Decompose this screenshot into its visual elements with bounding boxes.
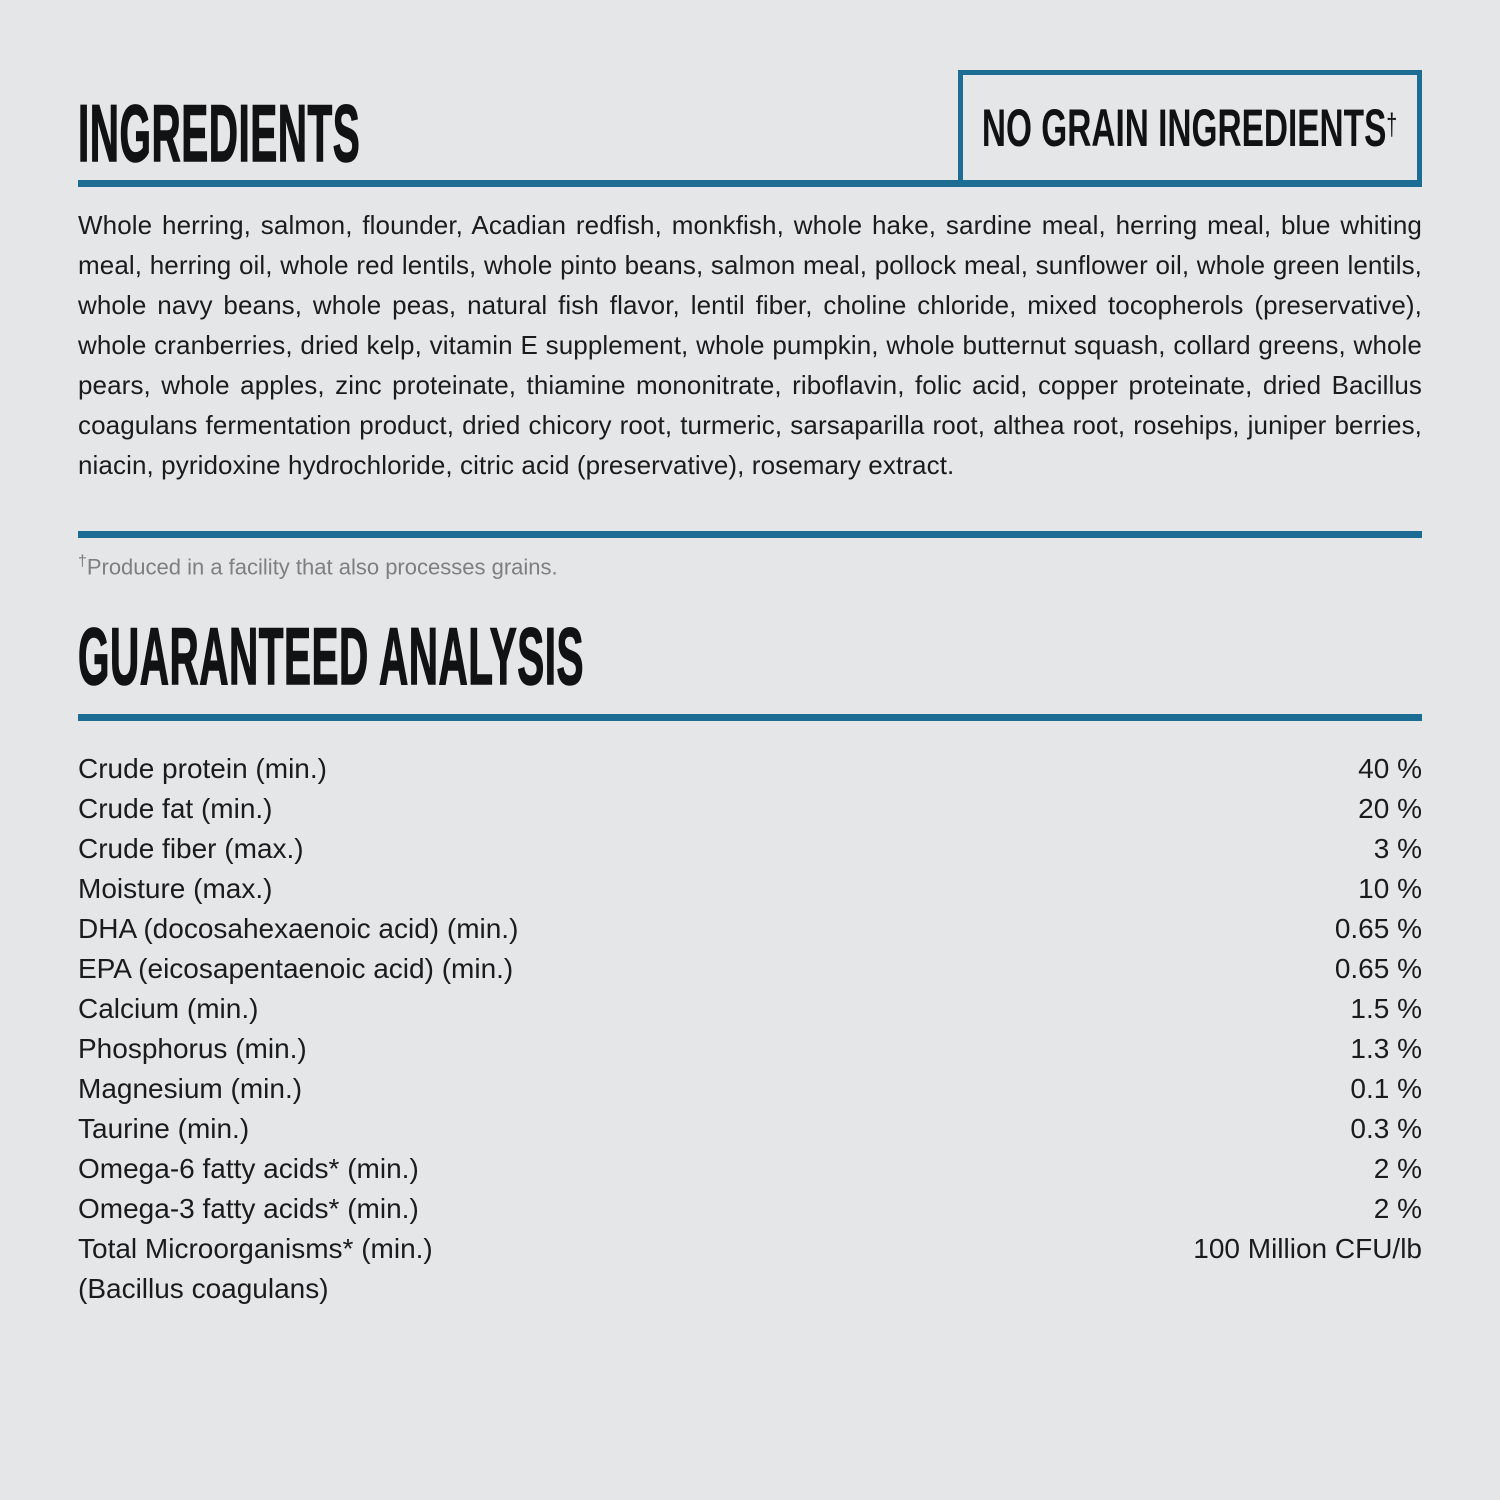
table-row — [78, 1029, 1422, 1069]
row-label: Crude protein (min.) — [78, 753, 327, 785]
table-row — [78, 869, 1422, 909]
row-label: Taurine (min.) — [78, 1113, 250, 1145]
analysis-title-divider — [78, 714, 1422, 721]
row-value: 2 % — [1373, 1193, 1422, 1225]
row-label: Calcium (min.) — [78, 993, 259, 1025]
row-value: 0.65 % — [1334, 913, 1422, 945]
row-label: Magnesium (min.) — [78, 1073, 303, 1105]
grain-footnote — [78, 548, 1422, 581]
row-value: 100 Million CFU/lb — [1193, 1233, 1422, 1265]
row-label: Omega-3 fatty acids* (min.) — [78, 1193, 419, 1225]
ingredients-title-divider — [78, 180, 1422, 187]
no-grain-badge-label — [982, 99, 1398, 158]
row-value: 2 % — [1373, 1153, 1422, 1185]
footnote-divider — [78, 531, 1422, 538]
table-row — [78, 909, 1422, 949]
row-label: (Bacillus coagulans) — [78, 1273, 329, 1305]
no-grain-badge-dagger: † — [1386, 106, 1398, 142]
table-row — [78, 1189, 1422, 1229]
row-label: EPA (eicosapentaenoic acid) (min.) — [78, 953, 514, 985]
table-row — [78, 949, 1422, 989]
row-value: 1.3 % — [1350, 1033, 1422, 1065]
table-row — [78, 1269, 1422, 1309]
table-row — [78, 749, 1422, 789]
ingredients-title: INGREDIENTS — [78, 89, 361, 179]
row-label: Total Microorganisms* (min.) — [78, 1233, 433, 1265]
table-row — [78, 1109, 1422, 1149]
table-row — [78, 989, 1422, 1029]
no-grain-badge-text: NO GRAIN INGREDIENTS — [982, 99, 1387, 158]
row-label: Crude fiber (max.) — [78, 833, 304, 865]
row-value: 3 % — [1373, 833, 1422, 865]
table-row — [78, 1229, 1422, 1269]
row-value: 0.3 % — [1350, 1113, 1422, 1145]
row-value: 10 % — [1358, 873, 1422, 905]
ingredients-header — [78, 60, 1422, 187]
row-value: 1.5 % — [1350, 993, 1422, 1025]
row-label: Phosphorus (min.) — [78, 1033, 307, 1065]
analysis-title: GUARANTEED ANALYSIS — [78, 612, 585, 703]
ingredients-list: Whole herring, salmon, flounder, Acadian redfish, monkfish, whole hake, sardine meal, herring meal, blue whiting meal, herring oil, whole red lentils, whole pinto beans, salmon meal, pollock meal, sunflower oil, whole green lentils, whole navy beans, whole peas, natural fish flavor, lentil fiber, choline chloride, mixed tocopherols (preservative), whole cranberries, dried kelp, vitamin E supplement, whole pumpkin, whole butternut squash, collard greens, whole pears, whole apples, zinc proteinate, thiamine mononitrate, riboflavin, folic acid, copper proteinate, dried Bacillus coagulans fermentation product, dried chicory root, turmeric, sarsaparilla root, althea root, rosehips, juniper berries, niacin, pyridoxine hydrochloride, citric acid (preservative), rosemary extract. — [78, 210, 1422, 480]
row-value: 0.65 % — [1334, 953, 1422, 985]
footnote-dagger: † — [78, 553, 87, 570]
row-label: Omega-6 fatty acids* (min.) — [78, 1153, 419, 1185]
table-row — [78, 829, 1422, 869]
row-value: 40 % — [1358, 753, 1422, 785]
row-label: Moisture (max.) — [78, 873, 273, 905]
table-row — [78, 1069, 1422, 1109]
row-label: DHA (docosahexaenoic acid) (min.) — [78, 913, 519, 945]
row-value: 20 % — [1358, 793, 1422, 825]
no-grain-badge — [958, 70, 1422, 187]
analysis-table — [78, 749, 1422, 1309]
footnote-text: Produced in a facility that also processes grains. — [86, 554, 558, 580]
table-row — [78, 1149, 1422, 1189]
row-value: 0.1 % — [1350, 1073, 1422, 1105]
table-row — [78, 789, 1422, 829]
row-label: Crude fat (min.) — [78, 793, 273, 825]
